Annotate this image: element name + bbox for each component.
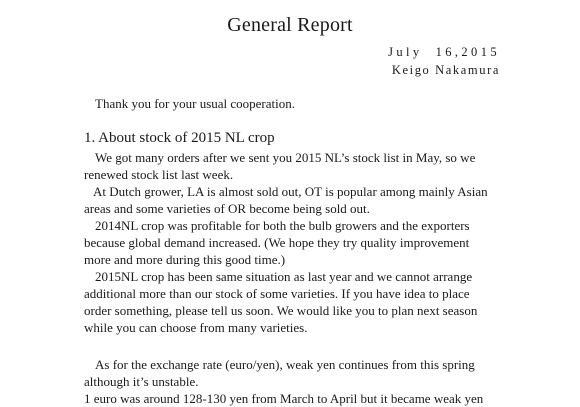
paragraph-line: As for the exchange rate (euro/yen), weak yen continues from this spring [95, 357, 475, 372]
paragraph-line: while you can choose from many varieties. [84, 320, 308, 335]
paragraph-line: 2014NL crop was profitable for both the bulb growers and the exporters [95, 218, 470, 233]
paragraph-line: areas and some varieties of OR become being sold out. [84, 201, 370, 216]
greeting-text: Thank you for your usual cooperation. [95, 96, 296, 111]
report-date: July 16,2015 [388, 45, 500, 59]
paragraph-line: renewed stock list last week. [84, 167, 234, 182]
section-heading: 1. About stock of 2015 NL crop [84, 130, 275, 146]
paragraph-line: We got many orders after we sent you 2015 NL’s stock list in May, so we [95, 150, 476, 165]
paragraph-line: 2015NL crop has been same situation as last year and we cannot arrange [95, 269, 473, 284]
paragraph-line: 1 euro was around 128-130 yen from March to April but it became weak yen [84, 391, 484, 406]
report-author: Keigo Nakamura [391, 63, 500, 77]
paragraph-line: more and more during this good time.) [84, 252, 286, 267]
paragraph-line: At Dutch grower, LA is almost sold out, OT is popular among mainly Asian [93, 184, 488, 199]
paragraph-line: although it’s unstable. [84, 374, 199, 389]
paragraph-line: because global demand increased. (We hope they try quality improvement [84, 235, 470, 250]
paragraph-line: additional more than our stock of some varieties. If you have idea to place [84, 286, 470, 301]
document-title: General Report [227, 14, 353, 36]
paragraph-line: order something, please tell us soon. We would like you to plan next season [84, 303, 478, 318]
